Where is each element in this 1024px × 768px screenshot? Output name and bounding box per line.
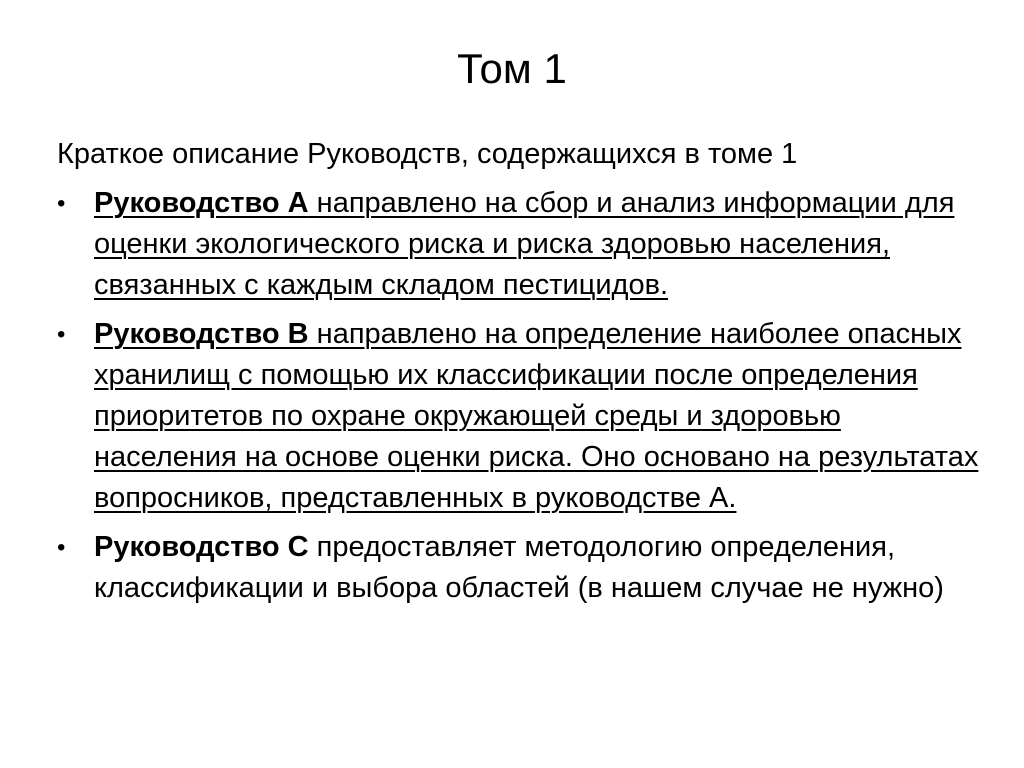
- bullet-text-b: [94, 314, 984, 519]
- bullet-item-a: [57, 183, 987, 306]
- bullet-lead-b: Руководство В: [94, 318, 309, 350]
- bullet-item-b: [57, 314, 987, 519]
- bullet-body-a: направлено на сбор и анализ информации для оценки экологического риска и риска здоровью населения, связанных с каждым складом пестицидов.: [94, 187, 955, 301]
- bullet-glyph: •: [57, 190, 66, 217]
- slide-subtitle: Краткое описание Руководств, содержащихся в томе 1: [57, 138, 798, 170]
- bullet-item-c: [57, 527, 987, 609]
- bullet-glyph: •: [57, 321, 66, 348]
- slide-content: [57, 134, 987, 617]
- bullet-text-a: [94, 183, 984, 306]
- bullet-lead-c: Руководство С: [94, 531, 309, 563]
- bullet-body-c: предоставляет методологию определения, классификации и выбора областей (в нашем случае не нужно): [94, 531, 944, 604]
- bullet-body-b: направлено на определение наиболее опасных хранилищ с помощью их классификации после определения приоритетов по охране окружающей среды и здоровью населения на основе оценки риска. Оно основано на результатах вопросников, представленных в руководстве А.: [94, 318, 979, 514]
- bullet-lead-a: Руководство А: [94, 187, 309, 219]
- bullet-list: [57, 183, 987, 609]
- bullet-text-c: [94, 527, 984, 609]
- bullet-glyph: •: [57, 534, 66, 561]
- slide-title: Том 1: [457, 45, 567, 92]
